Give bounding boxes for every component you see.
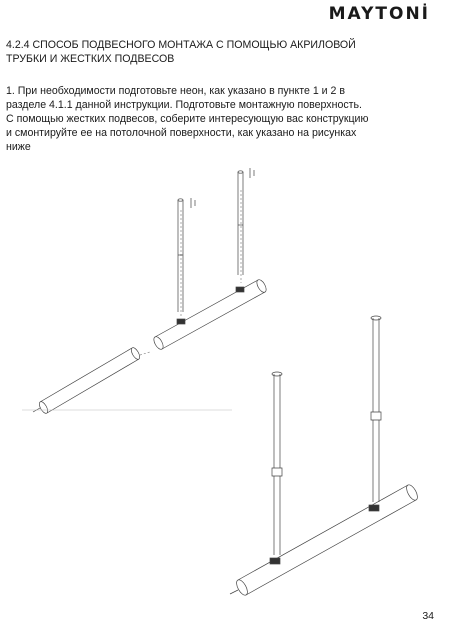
instruction-line-1: 1. При необходимости подготовьте неон, как указано в пункте 1 и 2 в [6,85,346,97]
section-title [6,38,406,66]
rigid-suspension-rod-assembled-2 [371,316,381,502]
brand-logo: MAYTONİ [328,4,430,24]
section-title-line-1: 4.2.4 СПОСОБ ПОДВЕСНОГО МОНТАЖА С ПОМОЩЬЮ АКРИЛОВОЙ [6,39,356,51]
instruction-line-5: ниже [6,141,31,153]
instruction-line-2: разделе 4.1.1 данной инструкции. Подготовьте монтажную поверхность. [6,99,362,111]
exploded-assembly-figure [22,168,268,415]
rigid-suspension-rod-assembled-1 [272,372,282,555]
instruction-line-3: С помощью жестких подвесов, соберите интересующую вас конструкцию [6,113,369,125]
instruction-line-4: и смонтируйте ее на потолочной поверхности, как указано на рисунках [6,127,357,139]
rigid-suspension-rod-1 [178,198,195,312]
assembled-figure [230,316,420,597]
instruction-text [6,84,406,154]
page-number: 34 [422,610,434,622]
alignment-guides [140,190,241,355]
neon-tube-assembled [230,483,420,597]
neon-tube-segment-left [33,346,141,414]
neon-tube-segment-right [152,278,268,351]
section-title-line-2: ТРУБКИ И ЖЕСТКИХ ПОДВЕСОВ [6,53,175,65]
installation-illustrations [0,160,450,610]
rigid-suspension-rod-2 [238,168,254,275]
